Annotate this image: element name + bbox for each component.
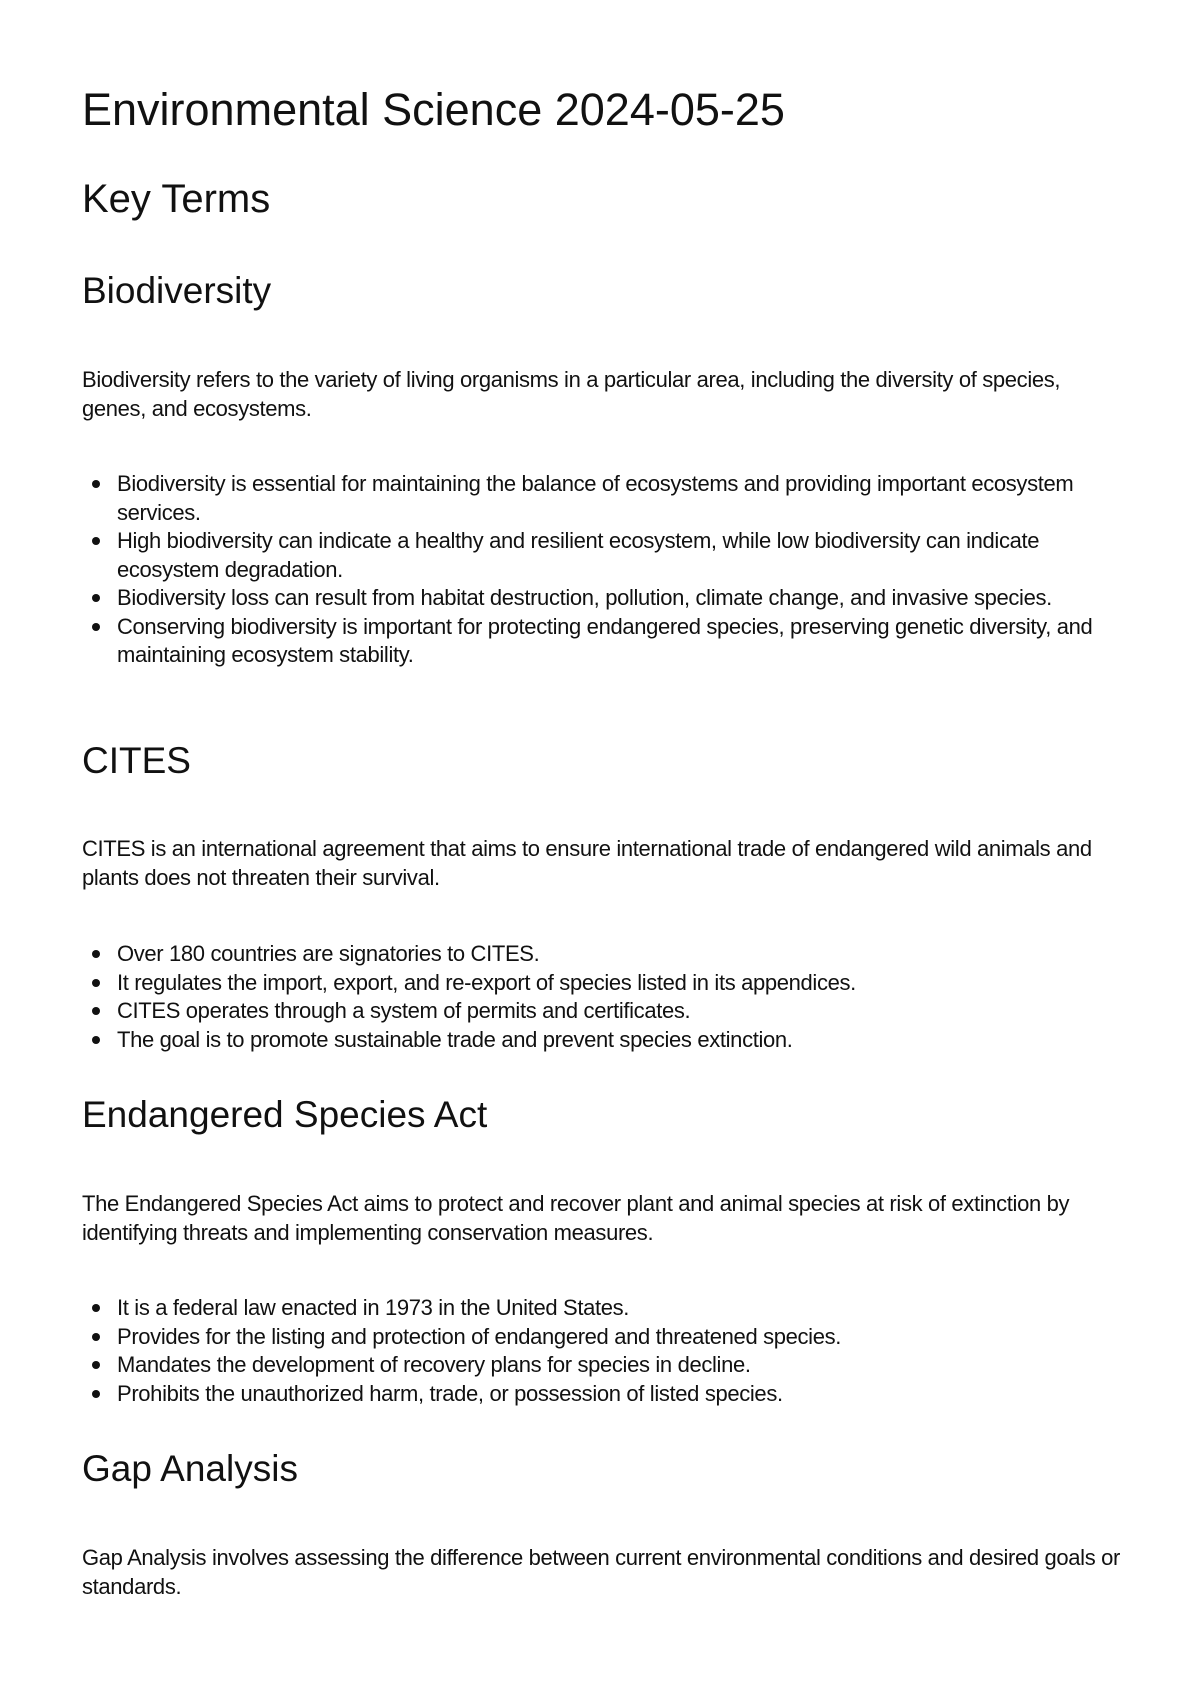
bullet-icon <box>92 1007 100 1015</box>
term-heading-biodiversity: Biodiversity <box>82 270 272 311</box>
bullet-icon <box>92 594 100 602</box>
bullet-icon <box>92 623 100 631</box>
bullet-icon <box>92 1036 100 1044</box>
bullet-list-biodiversity <box>82 470 1122 670</box>
list-item: Mandates the development of recovery plans for species in decline. <box>82 1351 1122 1380</box>
term-heading-cites: CITES <box>82 740 191 781</box>
term-definition-gap-analysis: Gap Analysis involves assessing the difference between current environmental conditions and desired goals or standards. <box>82 1545 1120 1599</box>
term-definition-biodiversity: Biodiversity refers to the variety of living organisms in a particular area, including the diversity of species, genes, and ecosystems. <box>82 367 1061 421</box>
list-item: Over 180 countries are signatories to CITES. <box>82 940 1122 969</box>
term-heading-gap-analysis: Gap Analysis <box>82 1448 298 1489</box>
bullet-icon <box>92 1390 100 1398</box>
list-item: Provides for the listing and protection of endangered and threatened species. <box>82 1323 1122 1352</box>
bullet-list-cites <box>82 940 1122 1054</box>
list-item: It regulates the import, export, and re-export of species listed in its appendices. <box>82 969 1122 998</box>
list-item: Biodiversity is essential for maintaining the balance of ecosystems and providing important ecosystem services. <box>82 470 1122 527</box>
list-item: CITES operates through a system of permits and certificates. <box>82 997 1122 1026</box>
document-title: Environmental Science 2024-05-25 <box>82 84 785 135</box>
bullet-icon <box>92 1333 100 1341</box>
section-heading-key-terms: Key Terms <box>82 177 271 221</box>
bullet-icon <box>92 979 100 987</box>
bullet-list-endangered-species-act <box>82 1294 1122 1408</box>
list-item: Prohibits the unauthorized harm, trade, or possession of listed species. <box>82 1380 1122 1409</box>
bullet-icon <box>92 480 100 488</box>
term-heading-endangered-species-act: Endangered Species Act <box>82 1094 488 1135</box>
bullet-icon <box>92 950 100 958</box>
list-item: Conserving biodiversity is important for protecting endangered species, preserving genetic diversity, and maintaining ecosystem stability. <box>82 613 1122 670</box>
bullet-icon <box>92 1361 100 1369</box>
list-item: The goal is to promote sustainable trade and prevent species extinction. <box>82 1026 1122 1055</box>
bullet-icon <box>92 1304 100 1312</box>
list-item: Biodiversity loss can result from habitat destruction, pollution, climate change, and invasive species. <box>82 584 1122 613</box>
list-item: It is a federal law enacted in 1973 in the United States. <box>82 1294 1122 1323</box>
term-definition-cites: CITES is an international agreement that aims to ensure international trade of endangered wild animals and plants does not threaten their survival. <box>82 836 1092 890</box>
list-item: High biodiversity can indicate a healthy and resilient ecosystem, while low biodiversity can indicate ecosystem degradation. <box>82 527 1122 584</box>
bullet-icon <box>92 537 100 545</box>
term-definition-endangered-species-act: The Endangered Species Act aims to protect and recover plant and animal species at risk of extinction by identifying threats and implementing conservation measures. <box>82 1191 1070 1245</box>
